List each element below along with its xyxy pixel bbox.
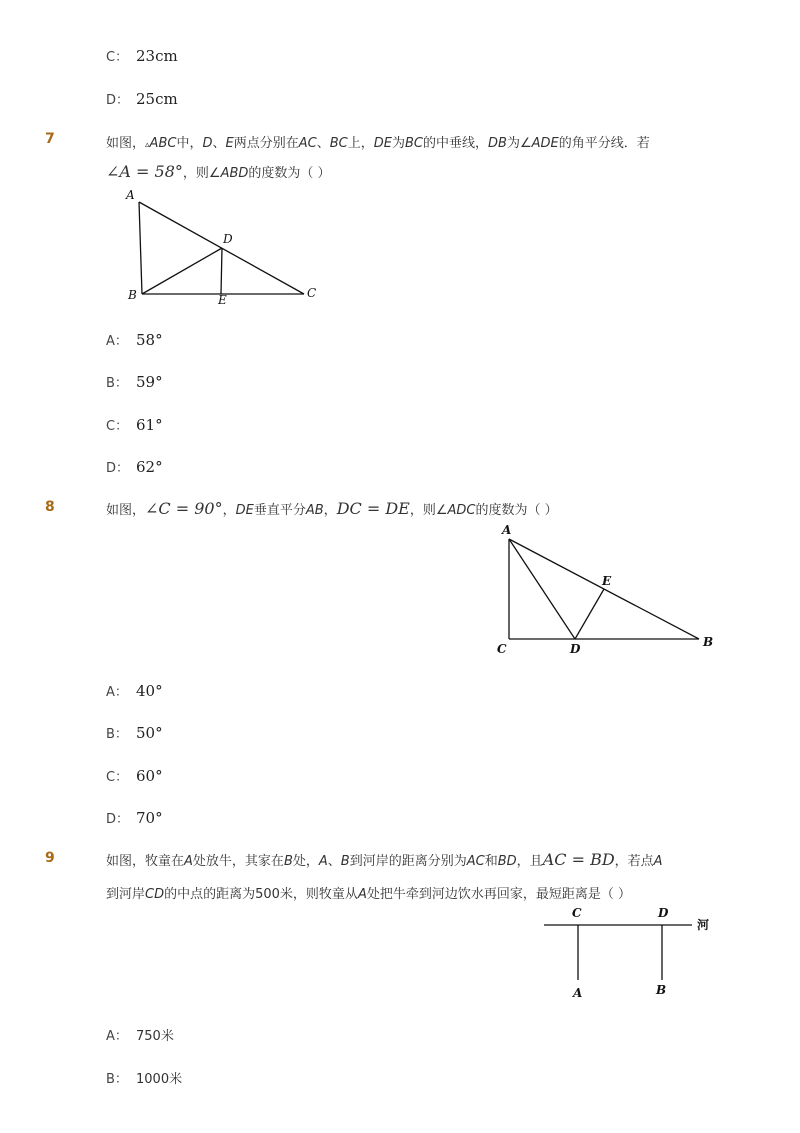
label-d: D (658, 906, 669, 920)
option-d[interactable]: D： 70° (106, 809, 163, 827)
label-b: B (656, 983, 667, 997)
option-d[interactable]: D： 62° (106, 458, 163, 476)
option-d[interactable] (106, 89, 178, 108)
option-label: D： (106, 93, 130, 108)
question-text-line-2: ∠A = 58°，则∠ABD的度数为（ ） (106, 162, 331, 181)
angle-formula: ∠A = 58° (106, 162, 183, 181)
option-label: C： (106, 50, 129, 65)
equality-formula: AC = BD (542, 850, 615, 869)
label-river: 河 (697, 918, 710, 932)
label-d: D (223, 232, 233, 246)
option-a[interactable]: A： 40° (106, 682, 163, 700)
label-c: C (497, 642, 507, 656)
label-a: A (573, 986, 583, 1000)
label-b: B (703, 635, 714, 649)
question-number: 9 (45, 850, 55, 866)
option-value: 23cm (136, 47, 178, 65)
label-c: C (572, 906, 582, 920)
segment-bd (142, 248, 222, 294)
segment-de (221, 248, 222, 294)
option-b[interactable]: B： 59° (106, 373, 163, 391)
question-number: 8 (45, 499, 55, 515)
label-a: A (502, 523, 512, 537)
figure-q8-triangle (490, 520, 720, 660)
question-text-line-1: 如图，∠C = 90°，DE垂直平分AB，DC = DE，则∠ADC的度数为（ ） (106, 499, 558, 518)
label-c: C (307, 286, 317, 300)
label-e: E (602, 574, 612, 588)
label-b: B (128, 288, 137, 302)
figure-q7-triangle (120, 185, 320, 305)
label-e: E (218, 293, 227, 307)
figure-q9-river (540, 900, 720, 1000)
question-text-line-1: 如图，▵ABC中，D、E两点分别在AC、BC上，DE为BC的中垂线，DB为∠ADE的角平分线．若 (106, 136, 650, 151)
label-d: D (570, 642, 581, 656)
label-a: A (126, 188, 135, 202)
option-a[interactable]: A： 58° (106, 331, 163, 349)
option-c[interactable] (106, 46, 178, 65)
question-number: 7 (45, 131, 55, 147)
segment-ab (139, 202, 142, 294)
equality-formula: DC = DE (336, 499, 410, 518)
option-value: 25cm (136, 90, 178, 108)
option-b[interactable]: B： 50° (106, 724, 163, 742)
option-a[interactable]: A： 750米 (106, 1029, 174, 1044)
question-text-line-1: 如图，牧童在A处放牛，其家在B处，A、B到河岸的距离分别为AC和BD，且AC = BD，若点A (106, 850, 663, 869)
question-text-line-2: 到河岸CD的中点的距离为500米，则牧童从A处把牛牵到河边饮水再回家，最短距离是（ ） (106, 887, 631, 902)
angle-formula: ∠C = 90° (145, 499, 223, 518)
option-b[interactable]: B： 1000米 (106, 1072, 183, 1087)
segment-ad (509, 539, 575, 639)
option-c[interactable]: C： 60° (106, 767, 163, 785)
segment-de (575, 589, 604, 639)
option-c[interactable]: C： 61° (106, 416, 163, 434)
